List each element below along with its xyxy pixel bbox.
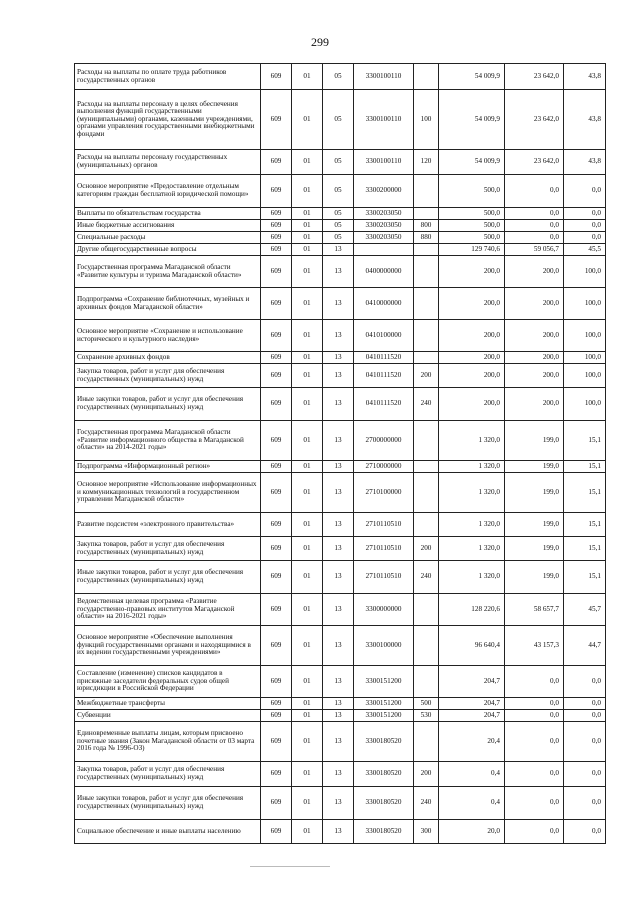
planned-amount: 1 320,0 bbox=[439, 537, 505, 561]
row-name: Закупка товаров, работ и услуг для обеспечения государственных (муниципальных) нужд bbox=[75, 762, 261, 787]
department-code: 609 bbox=[261, 820, 292, 844]
table-row bbox=[75, 513, 606, 537]
planned-amount: 1 320,0 bbox=[439, 561, 505, 594]
row-name: Закупка товаров, работ и услуг для обеспечения государственных (муниципальных) нужд bbox=[75, 537, 261, 561]
department-code: 609 bbox=[261, 722, 292, 762]
target-item-code: 3300000000 bbox=[354, 594, 414, 626]
subsection-code: 13 bbox=[323, 421, 354, 461]
subsection-code: 13 bbox=[323, 626, 354, 666]
table-row bbox=[75, 626, 606, 666]
subsection-code: 13 bbox=[323, 352, 354, 364]
department-code: 609 bbox=[261, 90, 292, 150]
execution-percent: 100,0 bbox=[564, 364, 606, 388]
section-code: 01 bbox=[292, 352, 323, 364]
target-item-code: 2710000000 bbox=[354, 461, 414, 473]
execution-percent: 15,1 bbox=[564, 561, 606, 594]
row-name: Межбюджетные трансферты bbox=[75, 698, 261, 710]
expense-type-code bbox=[414, 256, 439, 288]
expense-type-code bbox=[414, 244, 439, 256]
section-code: 01 bbox=[292, 364, 323, 388]
target-item-code: 0410111520 bbox=[354, 388, 414, 421]
department-code: 609 bbox=[261, 461, 292, 473]
row-name: Единовременные выплаты лицам, которым присвоено почетные звания (Закон Магаданской области от 03 марта 2016 года № 1996-ОЗ) bbox=[75, 722, 261, 762]
expense-type-code: 240 bbox=[414, 561, 439, 594]
execution-percent: 100,0 bbox=[564, 388, 606, 421]
row-name: Основное мероприятие «Сохранение и использование исторического и культурного наследия» bbox=[75, 320, 261, 352]
planned-amount: 20,0 bbox=[439, 820, 505, 844]
section-code: 01 bbox=[292, 820, 323, 844]
expense-type-code: 120 bbox=[414, 150, 439, 175]
subsection-code: 13 bbox=[323, 698, 354, 710]
executed-amount: 0,0 bbox=[505, 220, 564, 232]
row-name: Государственная программа Магаданской области «Развитие информационного общества в Магаданской области» на 2014-2021 годы» bbox=[75, 421, 261, 461]
table-row bbox=[75, 561, 606, 594]
subsection-code: 13 bbox=[323, 787, 354, 820]
section-code: 01 bbox=[292, 698, 323, 710]
execution-percent: 15,1 bbox=[564, 473, 606, 513]
department-code: 609 bbox=[261, 256, 292, 288]
planned-amount: 500,0 bbox=[439, 175, 505, 208]
executed-amount: 0,0 bbox=[505, 666, 564, 698]
table-row bbox=[75, 461, 606, 473]
executed-amount: 200,0 bbox=[505, 352, 564, 364]
execution-percent: 100,0 bbox=[564, 256, 606, 288]
executed-amount: 200,0 bbox=[505, 388, 564, 421]
department-code: 609 bbox=[261, 561, 292, 594]
section-code: 01 bbox=[292, 320, 323, 352]
target-item-code: 3300180520 bbox=[354, 787, 414, 820]
planned-amount: 200,0 bbox=[439, 364, 505, 388]
row-name: Закупка товаров, работ и услуг для обеспечения государственных (муниципальных) нужд bbox=[75, 364, 261, 388]
section-code: 01 bbox=[292, 473, 323, 513]
table-row bbox=[75, 175, 606, 208]
target-item-code: 3300100110 bbox=[354, 90, 414, 150]
section-code: 01 bbox=[292, 710, 323, 722]
table-row bbox=[75, 421, 606, 461]
expense-type-code bbox=[414, 320, 439, 352]
section-code: 01 bbox=[292, 232, 323, 244]
planned-amount: 54 009,9 bbox=[439, 90, 505, 150]
target-item-code: 2710100000 bbox=[354, 473, 414, 513]
planned-amount: 204,7 bbox=[439, 666, 505, 698]
section-code: 01 bbox=[292, 722, 323, 762]
table-row bbox=[75, 820, 606, 844]
planned-amount: 96 640,4 bbox=[439, 626, 505, 666]
subsection-code: 13 bbox=[323, 561, 354, 594]
expense-type-code bbox=[414, 461, 439, 473]
execution-percent: 15,1 bbox=[564, 421, 606, 461]
expense-type-code: 500 bbox=[414, 698, 439, 710]
subsection-code: 13 bbox=[323, 722, 354, 762]
executed-amount: 199,0 bbox=[505, 461, 564, 473]
department-code: 609 bbox=[261, 175, 292, 208]
subsection-code: 05 bbox=[323, 208, 354, 220]
row-name: Иные закупки товаров, работ и услуг для обеспечения государственных (муниципальных) нужд bbox=[75, 787, 261, 820]
expense-type-code bbox=[414, 175, 439, 208]
row-name: Основное мероприятие «Использование информационных и коммуникационных технологий в государственном управлении Магаданской области» bbox=[75, 473, 261, 513]
execution-percent: 15,1 bbox=[564, 513, 606, 537]
subsection-code: 13 bbox=[323, 820, 354, 844]
target-item-code: 0410111520 bbox=[354, 352, 414, 364]
table-row bbox=[75, 698, 606, 710]
row-name: Социальное обеспечение и иные выплаты населению bbox=[75, 820, 261, 844]
planned-amount: 20,4 bbox=[439, 722, 505, 762]
section-code: 01 bbox=[292, 150, 323, 175]
execution-percent: 0,0 bbox=[564, 762, 606, 787]
expense-type-code bbox=[414, 64, 439, 90]
target-item-code: 3300100110 bbox=[354, 64, 414, 90]
row-name: Основное мероприятие «Обеспечение выполнения функций государственными органами и находящимися в их ведении государственными учреждениями» bbox=[75, 626, 261, 666]
department-code: 609 bbox=[261, 220, 292, 232]
table-row bbox=[75, 320, 606, 352]
row-name: Государственная программа Магаданской области «Развитие культуры и туризма Магаданской области» bbox=[75, 256, 261, 288]
department-code: 609 bbox=[261, 244, 292, 256]
target-item-code: 3300180520 bbox=[354, 722, 414, 762]
department-code: 609 bbox=[261, 208, 292, 220]
expense-type-code bbox=[414, 288, 439, 320]
planned-amount: 200,0 bbox=[439, 256, 505, 288]
subsection-code: 13 bbox=[323, 710, 354, 722]
target-item-code: 2710110510 bbox=[354, 513, 414, 537]
execution-percent: 0,0 bbox=[564, 232, 606, 244]
target-item-code bbox=[354, 244, 414, 256]
executed-amount: 23 642,0 bbox=[505, 150, 564, 175]
department-code: 609 bbox=[261, 388, 292, 421]
department-code: 609 bbox=[261, 288, 292, 320]
expense-type-code: 240 bbox=[414, 787, 439, 820]
subsection-code: 13 bbox=[323, 594, 354, 626]
planned-amount: 500,0 bbox=[439, 208, 505, 220]
table-row bbox=[75, 288, 606, 320]
section-code: 01 bbox=[292, 626, 323, 666]
table-row bbox=[75, 388, 606, 421]
expense-type-code: 200 bbox=[414, 762, 439, 787]
row-name: Другие общегосударственные вопросы bbox=[75, 244, 261, 256]
row-name: Подпрограмма «Сохранение библиотечных, музейных и архивных фондов Магаданской области» bbox=[75, 288, 261, 320]
execution-percent: 45,7 bbox=[564, 594, 606, 626]
section-code: 01 bbox=[292, 666, 323, 698]
planned-amount: 204,7 bbox=[439, 698, 505, 710]
executed-amount: 200,0 bbox=[505, 320, 564, 352]
section-code: 01 bbox=[292, 537, 323, 561]
planned-amount: 129 740,6 bbox=[439, 244, 505, 256]
target-item-code: 3300100110 bbox=[354, 150, 414, 175]
expense-type-code: 530 bbox=[414, 710, 439, 722]
department-code: 609 bbox=[261, 352, 292, 364]
executed-amount: 0,0 bbox=[505, 175, 564, 208]
executed-amount: 0,0 bbox=[505, 698, 564, 710]
table-row bbox=[75, 232, 606, 244]
planned-amount: 1 320,0 bbox=[439, 461, 505, 473]
row-name: Ведомственная целевая программа «Развитие государственно-правовых институтов Магаданской области» на 2016-2021 годы» bbox=[75, 594, 261, 626]
table-row bbox=[75, 594, 606, 626]
row-name: Субвенции bbox=[75, 710, 261, 722]
target-item-code: 3300151200 bbox=[354, 710, 414, 722]
executed-amount: 0,0 bbox=[505, 787, 564, 820]
execution-percent: 0,0 bbox=[564, 698, 606, 710]
execution-percent: 0,0 bbox=[564, 208, 606, 220]
execution-percent: 43,8 bbox=[564, 150, 606, 175]
row-name: Расходы на выплаты персоналу государственных (муниципальных) органов bbox=[75, 150, 261, 175]
table-row bbox=[75, 64, 606, 90]
table-row bbox=[75, 364, 606, 388]
target-item-code: 3300200000 bbox=[354, 175, 414, 208]
execution-percent: 0,0 bbox=[564, 220, 606, 232]
department-code: 609 bbox=[261, 710, 292, 722]
target-item-code: 0400000000 bbox=[354, 256, 414, 288]
execution-percent: 15,1 bbox=[564, 537, 606, 561]
section-code: 01 bbox=[292, 762, 323, 787]
department-code: 609 bbox=[261, 150, 292, 175]
section-code: 01 bbox=[292, 388, 323, 421]
executed-amount: 0,0 bbox=[505, 762, 564, 787]
expense-type-code: 880 bbox=[414, 232, 439, 244]
execution-percent: 43,8 bbox=[564, 90, 606, 150]
executed-amount: 0,0 bbox=[505, 232, 564, 244]
budget-table bbox=[74, 63, 606, 844]
expense-type-code: 200 bbox=[414, 537, 439, 561]
expense-type-code: 800 bbox=[414, 220, 439, 232]
section-code: 01 bbox=[292, 256, 323, 288]
section-code: 01 bbox=[292, 220, 323, 232]
execution-percent: 0,0 bbox=[564, 820, 606, 844]
expense-type-code: 100 bbox=[414, 90, 439, 150]
expense-type-code: 300 bbox=[414, 820, 439, 844]
target-item-code: 3300203050 bbox=[354, 232, 414, 244]
target-item-code: 3300100000 bbox=[354, 626, 414, 666]
table-row bbox=[75, 352, 606, 364]
department-code: 609 bbox=[261, 232, 292, 244]
target-item-code: 2710110510 bbox=[354, 537, 414, 561]
section-code: 01 bbox=[292, 561, 323, 594]
row-name: Выплаты по обязательствам государства bbox=[75, 208, 261, 220]
planned-amount: 1 320,0 bbox=[439, 421, 505, 461]
table-row bbox=[75, 473, 606, 513]
department-code: 609 bbox=[261, 698, 292, 710]
row-name: Подпрограмма «Информационный регион» bbox=[75, 461, 261, 473]
executed-amount: 23 642,0 bbox=[505, 64, 564, 90]
executed-amount: 0,0 bbox=[505, 208, 564, 220]
executed-amount: 200,0 bbox=[505, 288, 564, 320]
department-code: 609 bbox=[261, 762, 292, 787]
subsection-code: 05 bbox=[323, 175, 354, 208]
department-code: 609 bbox=[261, 513, 292, 537]
execution-percent: 0,0 bbox=[564, 710, 606, 722]
executed-amount: 199,0 bbox=[505, 421, 564, 461]
row-name: Расходы на выплаты по оплате труда работников государственных органов bbox=[75, 64, 261, 90]
expense-type-code bbox=[414, 208, 439, 220]
expense-type-code bbox=[414, 722, 439, 762]
expense-type-code bbox=[414, 473, 439, 513]
planned-amount: 204,7 bbox=[439, 710, 505, 722]
row-name: Составление (изменение) списков кандидатов в присяжные заседатели федеральных судов общей юрисдикции в Российской Федерации bbox=[75, 666, 261, 698]
subsection-code: 13 bbox=[323, 537, 354, 561]
executed-amount: 199,0 bbox=[505, 513, 564, 537]
section-code: 01 bbox=[292, 90, 323, 150]
subsection-code: 13 bbox=[323, 513, 354, 537]
target-item-code: 3300180520 bbox=[354, 820, 414, 844]
executed-amount: 59 056,7 bbox=[505, 244, 564, 256]
subsection-code: 13 bbox=[323, 256, 354, 288]
subsection-code: 05 bbox=[323, 220, 354, 232]
table-row bbox=[75, 256, 606, 288]
table-row bbox=[75, 710, 606, 722]
table-row bbox=[75, 537, 606, 561]
target-item-code: 0410111520 bbox=[354, 364, 414, 388]
section-code: 01 bbox=[292, 175, 323, 208]
footer-divider bbox=[250, 866, 330, 867]
executed-amount: 199,0 bbox=[505, 537, 564, 561]
subsection-code: 05 bbox=[323, 232, 354, 244]
expense-type-code bbox=[414, 626, 439, 666]
target-item-code: 2700000000 bbox=[354, 421, 414, 461]
subsection-code: 05 bbox=[323, 150, 354, 175]
execution-percent: 43,8 bbox=[564, 64, 606, 90]
row-name: Расходы на выплаты персоналу в целях обеспечения выполнения функций государственными (муниципальными) органами, казенными учреждениями, органами управления государственными внебюджетными фондами bbox=[75, 90, 261, 150]
executed-amount: 200,0 bbox=[505, 256, 564, 288]
expense-type-code bbox=[414, 421, 439, 461]
department-code: 609 bbox=[261, 64, 292, 90]
section-code: 01 bbox=[292, 64, 323, 90]
planned-amount: 200,0 bbox=[439, 388, 505, 421]
subsection-code: 13 bbox=[323, 666, 354, 698]
target-item-code: 3300151200 bbox=[354, 666, 414, 698]
row-name: Специальные расходы bbox=[75, 232, 261, 244]
subsection-code: 05 bbox=[323, 64, 354, 90]
planned-amount: 1 320,0 bbox=[439, 513, 505, 537]
target-item-code: 3300151200 bbox=[354, 698, 414, 710]
section-code: 01 bbox=[292, 461, 323, 473]
target-item-code: 3300203050 bbox=[354, 208, 414, 220]
expense-type-code: 200 bbox=[414, 364, 439, 388]
execution-percent: 100,0 bbox=[564, 352, 606, 364]
subsection-code: 13 bbox=[323, 388, 354, 421]
execution-percent: 0,0 bbox=[564, 175, 606, 208]
subsection-code: 13 bbox=[323, 320, 354, 352]
subsection-code: 05 bbox=[323, 90, 354, 150]
row-name: Основное мероприятие «Предоставление отдельным категориям граждан бесплатной юридической помощи» bbox=[75, 175, 261, 208]
table-row bbox=[75, 722, 606, 762]
department-code: 609 bbox=[261, 473, 292, 513]
execution-percent: 0,0 bbox=[564, 787, 606, 820]
planned-amount: 200,0 bbox=[439, 288, 505, 320]
department-code: 609 bbox=[261, 537, 292, 561]
execution-percent: 15,1 bbox=[564, 461, 606, 473]
table-row bbox=[75, 787, 606, 820]
section-code: 01 bbox=[292, 421, 323, 461]
subsection-code: 13 bbox=[323, 288, 354, 320]
planned-amount: 1 320,0 bbox=[439, 473, 505, 513]
subsection-code: 13 bbox=[323, 364, 354, 388]
row-name: Иные бюджетные ассигнования bbox=[75, 220, 261, 232]
target-item-code: 0410000000 bbox=[354, 288, 414, 320]
planned-amount: 200,0 bbox=[439, 320, 505, 352]
department-code: 609 bbox=[261, 594, 292, 626]
table-row bbox=[75, 220, 606, 232]
execution-percent: 0,0 bbox=[564, 666, 606, 698]
expense-type-code bbox=[414, 352, 439, 364]
planned-amount: 54 009,9 bbox=[439, 64, 505, 90]
table-row bbox=[75, 666, 606, 698]
executed-amount: 23 642,0 bbox=[505, 90, 564, 150]
department-code: 609 bbox=[261, 787, 292, 820]
section-code: 01 bbox=[292, 787, 323, 820]
department-code: 609 bbox=[261, 364, 292, 388]
table-row bbox=[75, 90, 606, 150]
planned-amount: 500,0 bbox=[439, 232, 505, 244]
planned-amount: 0,4 bbox=[439, 762, 505, 787]
target-item-code: 0410100000 bbox=[354, 320, 414, 352]
subsection-code: 13 bbox=[323, 244, 354, 256]
section-code: 01 bbox=[292, 288, 323, 320]
executed-amount: 200,0 bbox=[505, 364, 564, 388]
section-code: 01 bbox=[292, 513, 323, 537]
row-name: Сохранение архивных фондов bbox=[75, 352, 261, 364]
expense-type-code bbox=[414, 594, 439, 626]
department-code: 609 bbox=[261, 421, 292, 461]
row-name: Иные закупки товаров, работ и услуг для обеспечения государственных (муниципальных) нужд bbox=[75, 388, 261, 421]
section-code: 01 bbox=[292, 594, 323, 626]
executed-amount: 199,0 bbox=[505, 561, 564, 594]
section-code: 01 bbox=[292, 208, 323, 220]
subsection-code: 13 bbox=[323, 461, 354, 473]
section-code: 01 bbox=[292, 244, 323, 256]
table-row bbox=[75, 762, 606, 787]
expense-type-code bbox=[414, 666, 439, 698]
subsection-code: 13 bbox=[323, 762, 354, 787]
subsection-code: 13 bbox=[323, 473, 354, 513]
executed-amount: 199,0 bbox=[505, 473, 564, 513]
executed-amount: 0,0 bbox=[505, 722, 564, 762]
page-number: 299 bbox=[311, 35, 329, 49]
executed-amount: 43 157,3 bbox=[505, 626, 564, 666]
execution-percent: 45,5 bbox=[564, 244, 606, 256]
table-row bbox=[75, 150, 606, 175]
table-row bbox=[75, 208, 606, 220]
department-code: 609 bbox=[261, 320, 292, 352]
execution-percent: 100,0 bbox=[564, 320, 606, 352]
executed-amount: 0,0 bbox=[505, 710, 564, 722]
planned-amount: 500,0 bbox=[439, 220, 505, 232]
row-name: Иные закупки товаров, работ и услуг для обеспечения государственных (муниципальных) нужд bbox=[75, 561, 261, 594]
execution-percent: 44,7 bbox=[564, 626, 606, 666]
execution-percent: 100,0 bbox=[564, 288, 606, 320]
target-item-code: 3300180520 bbox=[354, 762, 414, 787]
planned-amount: 128 220,6 bbox=[439, 594, 505, 626]
planned-amount: 54 009,9 bbox=[439, 150, 505, 175]
target-item-code: 2710110510 bbox=[354, 561, 414, 594]
department-code: 609 bbox=[261, 666, 292, 698]
department-code: 609 bbox=[261, 626, 292, 666]
row-name: Развитие подсистем «электронного правительства» bbox=[75, 513, 261, 537]
executed-amount: 58 657,7 bbox=[505, 594, 564, 626]
executed-amount: 0,0 bbox=[505, 820, 564, 844]
planned-amount: 200,0 bbox=[439, 352, 505, 364]
expense-type-code bbox=[414, 513, 439, 537]
target-item-code: 3300203050 bbox=[354, 220, 414, 232]
table-row bbox=[75, 244, 606, 256]
expense-type-code: 240 bbox=[414, 388, 439, 421]
execution-percent: 0,0 bbox=[564, 722, 606, 762]
planned-amount: 0,4 bbox=[439, 787, 505, 820]
